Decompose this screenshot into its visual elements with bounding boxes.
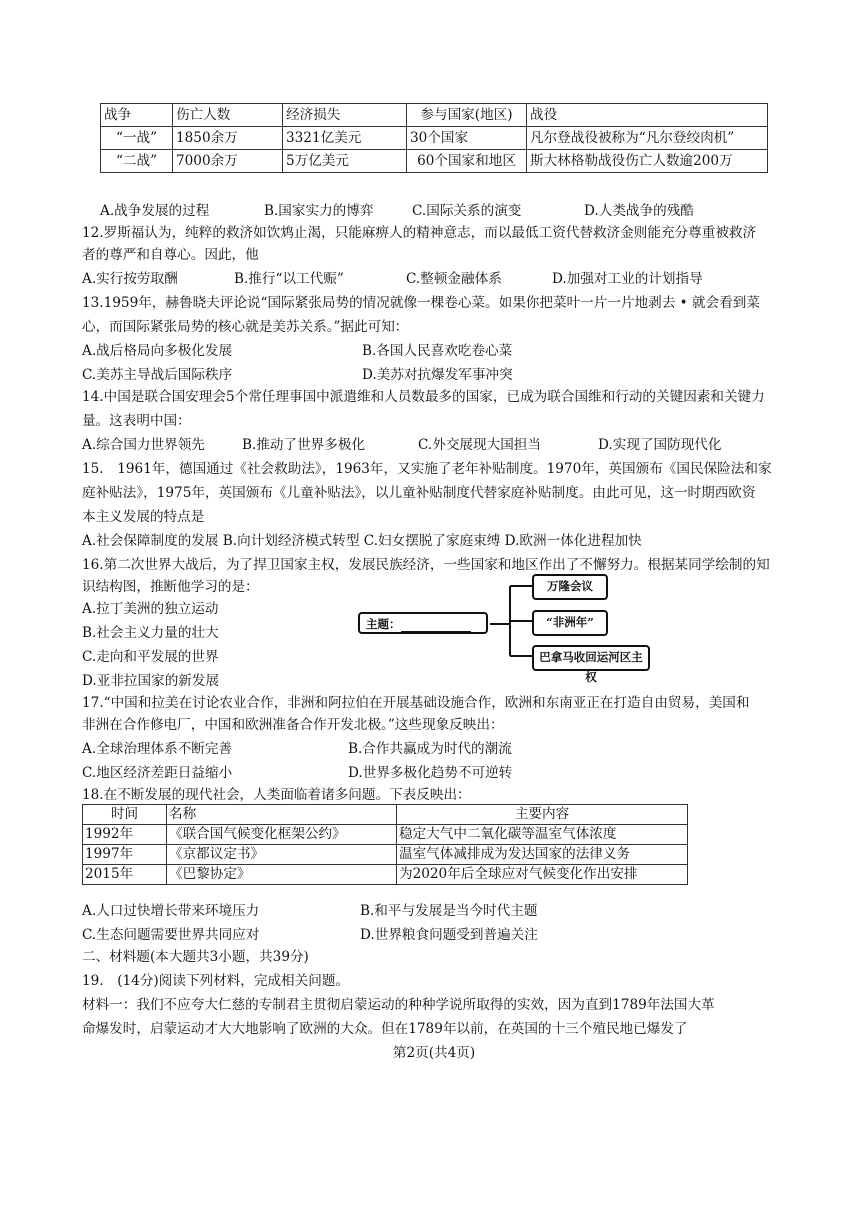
table-header-cell: 名称 (167, 805, 397, 825)
q17-stem: 17.“中国和拉美在讨论农业合作，非洲和阿拉伯在开展基础设施合作，欧洲和东南亚正在打造自由贸易，美国和 (82, 695, 750, 711)
option: D.亚非拉国家的新发展 (82, 673, 220, 689)
table-header-row (101, 104, 768, 127)
diagram-item: “非洲年” (532, 610, 608, 636)
option: D.世界多极化趋势不可逆转 (348, 765, 513, 781)
q18-stem: 18.在不断发展的现代社会，人类面临着诸多问题。下表反映出： (82, 787, 471, 803)
table-cell: 30个国家 (407, 127, 527, 150)
war-comparison-table (100, 103, 768, 173)
option: C.生态问题需要世界共同应对 (82, 927, 260, 943)
q17-options (82, 740, 512, 758)
climate-agreements-table (82, 804, 688, 885)
table-row (83, 845, 688, 865)
table-cell: 稳定大气中二氧化碳等温室气体浓度 (397, 825, 688, 845)
option: D.世界粮食问题受到普遍关注 (360, 927, 538, 943)
option: A.战争发展的过程 (100, 203, 210, 219)
option: C.国际关系的演变 (412, 203, 522, 219)
option: B.各国人民喜欢吃卷心菜 (362, 343, 513, 359)
table-header-cell: 经济损失 (283, 104, 407, 127)
table-header-cell: 主要内容 (397, 805, 688, 825)
q16-stem: 识结构图，推断他学习的是： (82, 579, 259, 595)
table-cell: 斯大林格勒战役伤亡人数逾200万 (527, 150, 768, 173)
table-cell: 凡尔登战役被称为“凡尔登绞肉机” (527, 127, 768, 150)
table-cell: 60个国家和地区 (407, 150, 527, 173)
option: D.加强对工业的计划指导 (552, 271, 703, 287)
table-row (101, 150, 768, 173)
q18-options (82, 902, 537, 920)
option: D.美苏对抗爆发军事冲突 (362, 367, 513, 383)
diagram-item: 万隆会议 (532, 574, 608, 600)
q13-options (82, 366, 513, 384)
table-header-cell: 时间 (83, 805, 167, 825)
table-cell: 1992年 (83, 825, 167, 845)
table-cell: 5万亿美元 (283, 150, 407, 173)
theme-label: 主题： (366, 617, 401, 631)
option: C.走向和平发展的世界 (82, 649, 219, 665)
q17-options (82, 764, 512, 782)
option: B.推行“以工代赈” (234, 271, 344, 287)
table-row (83, 865, 688, 885)
table-header-cell: 伤亡人数 (173, 104, 283, 127)
option: B.国家实力的博弈 (264, 203, 374, 219)
q18-options (82, 926, 538, 944)
q19-stem: 19. (14分)阅读下列材料，完成相关问题。 (82, 973, 350, 989)
option: B.合作共赢成为时代的潮流 (348, 741, 512, 757)
table-cell: 3321亿美元 (283, 127, 407, 150)
table-header-cell: 战争 (101, 104, 173, 127)
q17-stem: 非洲在合作修电厂，中国和欧洲准备合作开发北极。”这些现象反映出： (82, 717, 504, 733)
table-header-row (83, 805, 688, 825)
table-header-cell: 战役 (527, 104, 768, 127)
q15-stem: 本主义发展的特点是 (82, 509, 205, 525)
table-row (101, 127, 768, 150)
option: C.美苏主导战后国际秩序 (82, 367, 233, 383)
table-cell: 7000余万 (173, 150, 283, 173)
table-cell: 为2020年后全球应对气候变化作出安排 (397, 865, 688, 885)
table-cell: 2015年 (83, 865, 167, 885)
q15-stem: 15. 1961年，德国通过《社会救助法》，1963年，又实施了老年补贴制度。1970年，英国颁布《国民保险法和家 (82, 461, 772, 477)
option: A.拉丁美洲的独立运动 (82, 601, 219, 617)
table-row (83, 825, 688, 845)
option: C.整顿金融体系 (406, 271, 502, 287)
table-cell: 温室气体减排成为发达国家的法律义务 (397, 845, 688, 865)
option: A.人口过快增长带来环境压力 (82, 903, 260, 919)
q13-options (82, 342, 512, 360)
table-header-cell: 参与国家(地区) (407, 104, 527, 127)
q11-options (100, 202, 694, 220)
q12-stem: 者的尊严和自尊心。因此，他 (82, 247, 259, 263)
q19-material: 材料一：我们不应夸大仁慈的专制君主贯彻启蒙运动的种种学说所取得的实效，因为直到1789年法国大革 (82, 997, 715, 1013)
option: C.地区经济差距日益缩小 (82, 765, 233, 781)
table-cell: 《巴黎协定》 (167, 865, 397, 885)
table-cell: “一战” (101, 127, 173, 150)
option: A.实行按劳取酬 (82, 271, 178, 287)
table-cell: 《京都议定书》 (167, 845, 397, 865)
section-heading: 二、材料题(本大题共3小题，共39分) (82, 949, 309, 965)
q15-stem: 庭补贴法》，1975年，英国颁布《儿童补贴法》，以儿童补贴制度代替家庭补贴制度。由此可见，这一时期西欧资 (82, 485, 756, 501)
table-cell: 1997年 (83, 845, 167, 865)
option: B.和平与发展是当今时代主题 (360, 903, 538, 919)
option: D.实现了国防现代化 (598, 437, 722, 453)
q12-stem: 12.罗斯福认为，纯粹的救济如饮鸩止渴，只能麻痹人的精神意志，而以最低工资代替救济金则能充分尊重被救济 (82, 225, 757, 241)
q14-stem: 量。这表明中国： (82, 413, 191, 429)
q16-stem: 16.第二次世界大战后，为了捍卫国家主权，发展民族经济，一些国家和地区作出了不懈努力。根据某同学绘制的知 (82, 557, 770, 573)
table-cell: “二战” (101, 150, 173, 173)
q19-material: 命爆发时，启蒙运动才大大地影响了欧洲的大众。但在1789年以前，在英国的十三个殖民地已爆发了 (82, 1021, 688, 1037)
table-cell: 1850余万 (173, 127, 283, 150)
option: B.推动了世界多极化 (242, 437, 366, 453)
theme-blank (401, 619, 471, 632)
table-cell: 《联合国气候变化框架公约》 (167, 825, 397, 845)
option: D.人类战争的残酷 (584, 203, 694, 219)
knowledge-structure-diagram (358, 568, 648, 684)
option: A.战后格局向多极化发展 (82, 343, 233, 359)
q14-stem: 14.中国是联合国安理会5个常任理事国中派遣维和人员数最多的国家，已成为联合国维和行动的关键因素和关键力 (82, 389, 765, 405)
q15-options: A.社会保障制度的发展 B.向计划经济模式转型 C.妇女摆脱了家庭束缚 D.欧洲一体化进程加快 (82, 533, 642, 549)
q13-stem: 心，而国际紧张局势的核心就是美苏关系。”据此可知： (82, 319, 409, 335)
q12-options (82, 270, 703, 288)
option: B.社会主义力量的壮大 (82, 625, 219, 641)
theme-box (358, 612, 488, 634)
q13-stem: 13.1959年，赫鲁晓夫评论说“国际紧张局势的情况就像一棵卷心菜。如果你把菜叶一片一片地剥去 • 就会看到菜 (82, 295, 760, 311)
q14-options (82, 436, 722, 454)
option: A.综合国力世界领先 (82, 437, 205, 453)
option: C.外交展现大国担当 (418, 437, 541, 453)
diagram-item: 巴拿马收回运河区主权 (532, 645, 650, 671)
option: A.全球治理体系不断完善 (82, 741, 233, 757)
page-footer: 第2页(共4页) (392, 1045, 476, 1061)
